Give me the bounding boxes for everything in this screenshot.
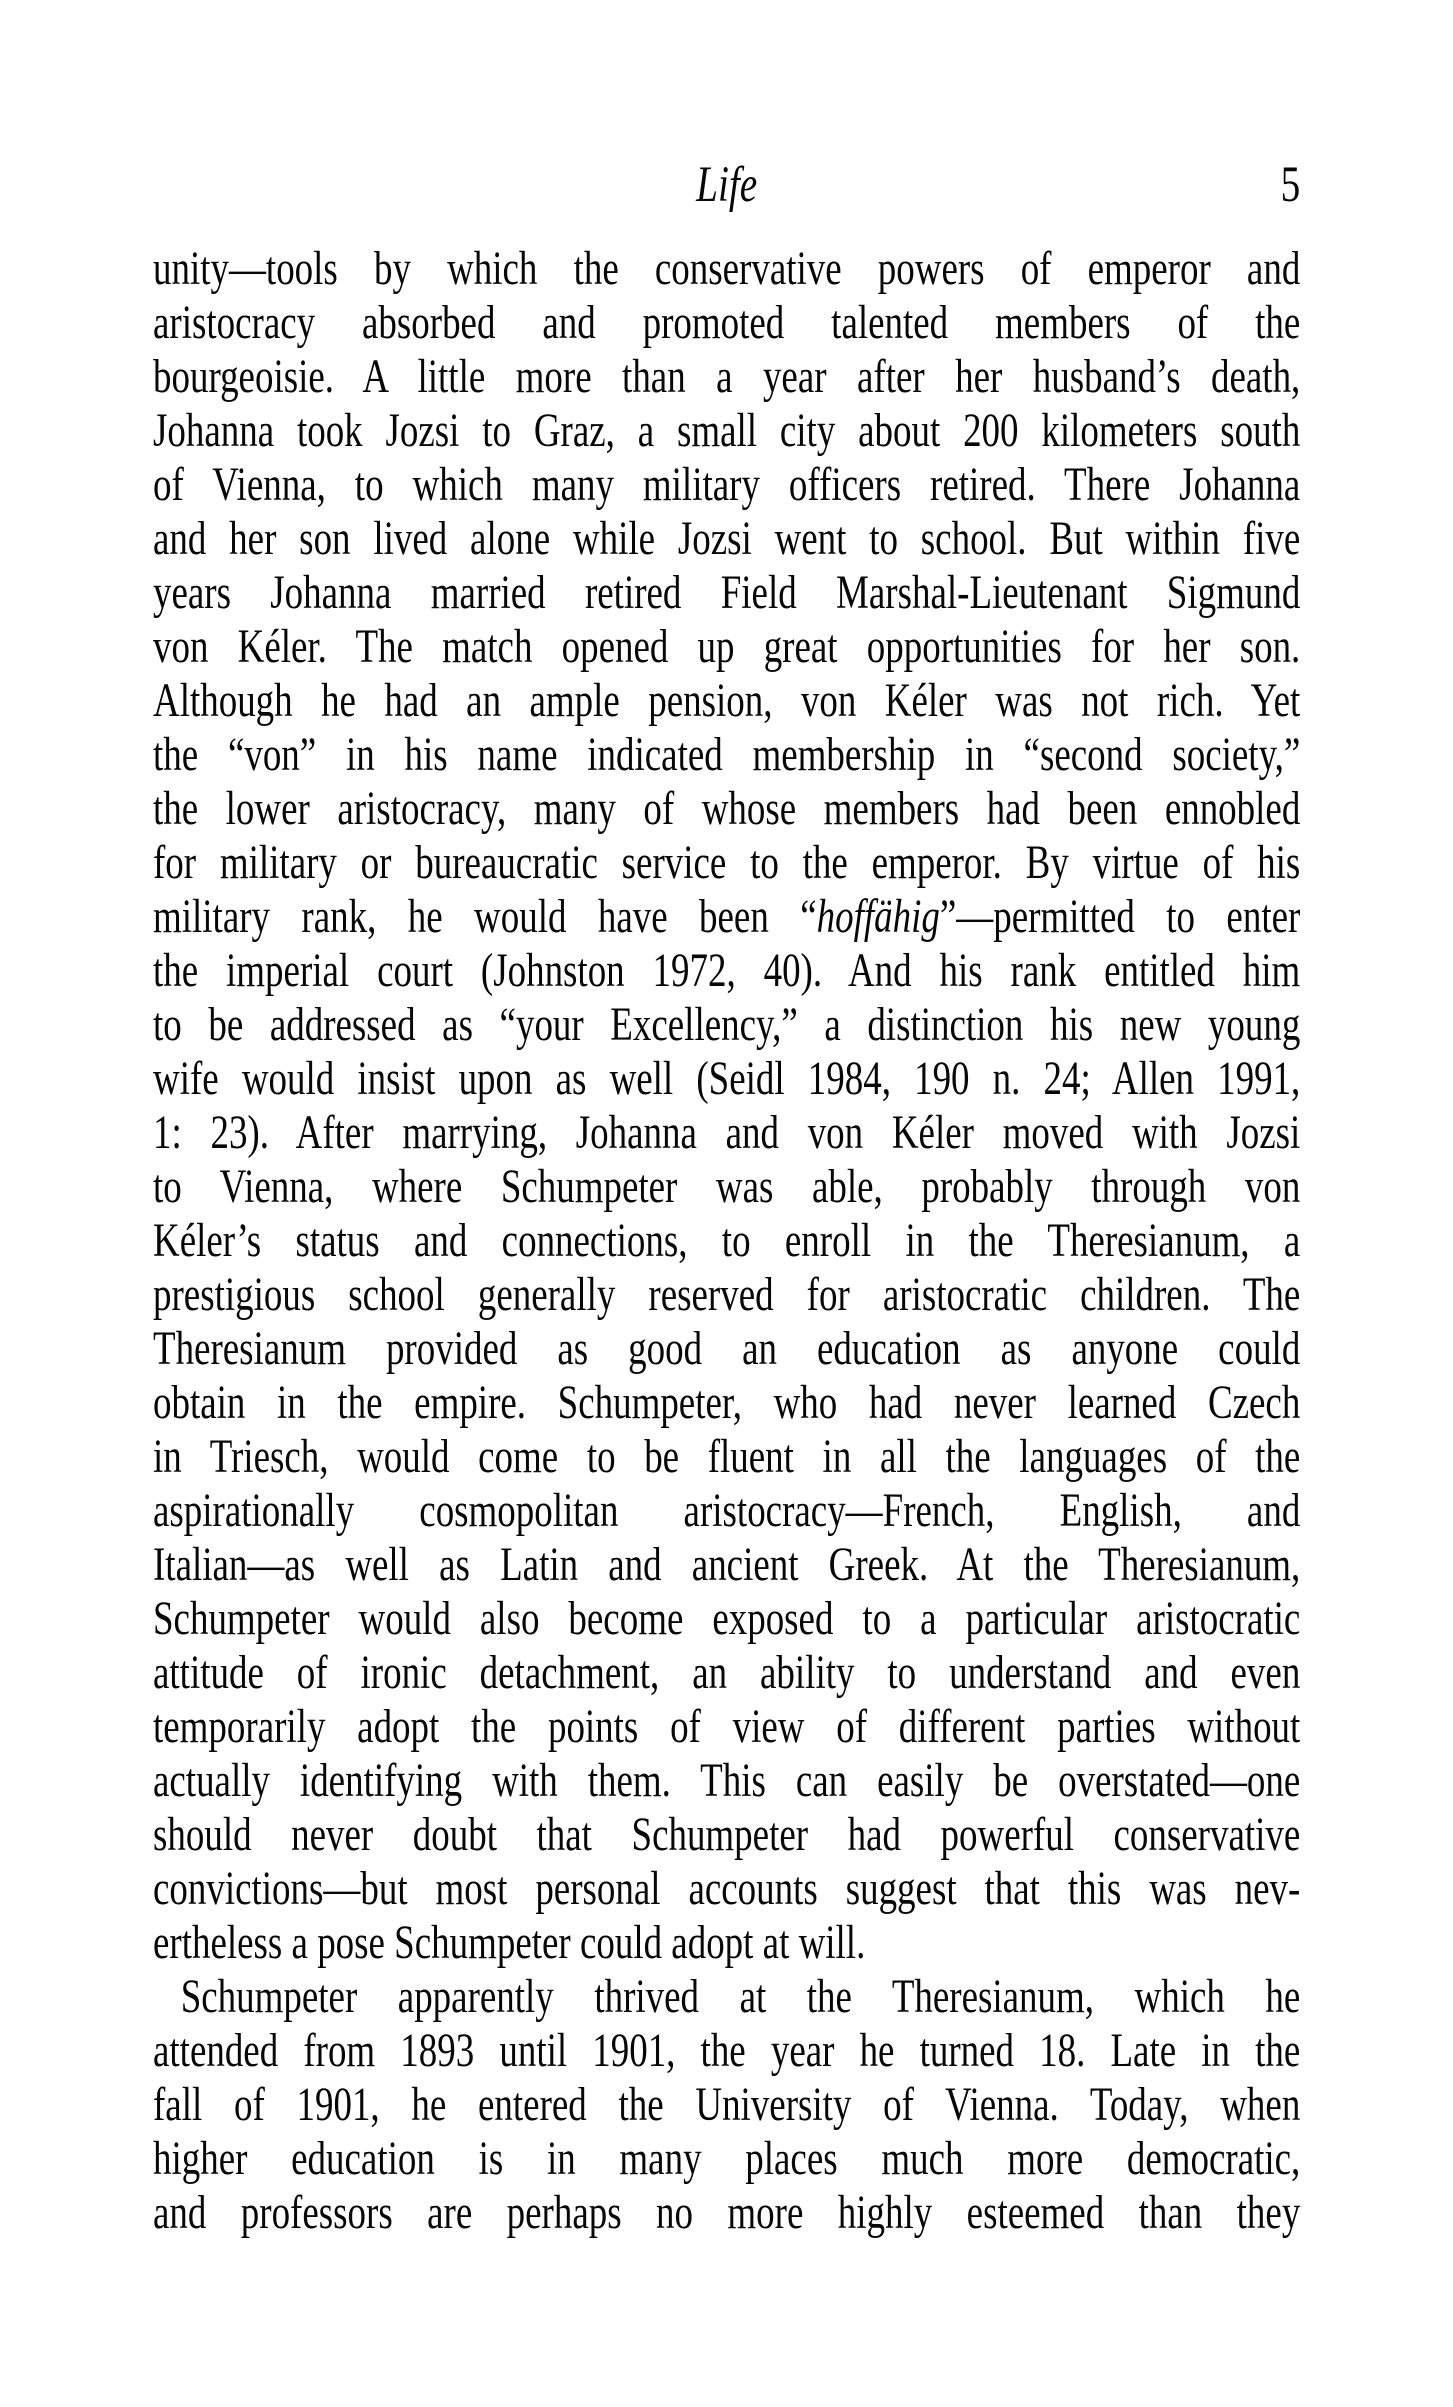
text-line: attitude of ironic detachment, an ability to understand and even	[153, 1646, 1301, 1699]
text-line: years Johanna married retired Field Marshal-Lieutenant Sigmund	[153, 566, 1301, 619]
page-number: 5	[1280, 157, 1301, 213]
text-line: to Vienna, where Schumpeter was able, probably through von	[153, 1160, 1301, 1213]
text-line: military rank, he would have been “hoffähig”—permitted to enter	[153, 890, 1301, 943]
text-line: Schumpeter apparently thrived at the Theresianum, which he	[180, 1970, 1301, 2023]
text-line: should never doubt that Schumpeter had powerful conservative	[153, 1808, 1301, 1861]
text-line: 1: 23). After marrying, Johanna and von Kéler moved with Jozsi	[153, 1106, 1301, 1159]
text-line: aristocracy absorbed and promoted talented members of the	[153, 296, 1301, 349]
text-line: Kéler’s status and connections, to enroll in the Theresianum, a	[153, 1214, 1301, 1267]
text-line: actually identifying with them. This can easily be overstated—one	[153, 1754, 1301, 1807]
text-line: the lower aristocracy, many of whose members had been ennobled	[153, 782, 1301, 835]
text-line: convictions—but most personal accounts suggest that this was nev-	[153, 1862, 1301, 1915]
body-text	[153, 242, 1300, 2240]
text-line: prestigious school generally reserved for aristocratic children. The	[153, 1268, 1301, 1321]
text-line: fall of 1901, he entered the University of Vienna. Today, when	[153, 2078, 1301, 2131]
text-line: von Kéler. The match opened up great opportunities for her son.	[153, 620, 1301, 673]
text-line: attended from 1893 until 1901, the year he turned 18. Late in the	[153, 2024, 1301, 2077]
text-line: to be addressed as “your Excellency,” a distinction his new young	[153, 998, 1301, 1051]
page-content	[153, 158, 1300, 2240]
text-line: the “von” in his name indicated membership in “second society,”	[153, 728, 1301, 781]
text-line: ertheless a pose Schumpeter could adopt at will.	[153, 1916, 866, 1969]
text-line: Italian—as well as Latin and ancient Greek. At the Theresianum,	[153, 1538, 1301, 1591]
text-line: the imperial court (Johnston 1972, 40). And his rank entitled him	[153, 944, 1301, 997]
text-line: Schumpeter would also become exposed to a particular aristocratic	[153, 1592, 1301, 1645]
text-line: unity—tools by which the conservative powers of emperor and	[153, 242, 1301, 295]
text-line: in Triesch, would come to be fluent in all the languages of the	[153, 1430, 1301, 1483]
text-line: bourgeoisie. A little more than a year after her husband’s death,	[153, 350, 1301, 403]
text-line: Johanna took Jozsi to Graz, a small city about 200 kilometers south	[153, 404, 1301, 457]
text-line: temporarily adopt the points of view of different parties without	[153, 1700, 1301, 1753]
text-line: and her son lived alone while Jozsi went to school. But within five	[153, 512, 1301, 565]
text-line: wife would insist upon as well (Seidl 1984, 190 n. 24; Allen 1991,	[153, 1052, 1301, 1105]
text-line: higher education is in many places much more democratic,	[153, 2132, 1301, 2185]
text-line: Although he had an ample pension, von Kéler was not rich. Yet	[153, 674, 1301, 727]
text-line: of Vienna, to which many military officers retired. There Johanna	[153, 458, 1301, 511]
text-line: and professors are perhaps no more highly esteemed than they	[153, 2186, 1301, 2239]
text-line: for military or bureaucratic service to the emperor. By virtue of his	[153, 836, 1301, 889]
text-line: aspirationally cosmopolitan aristocracy—French, English, and	[153, 1484, 1301, 1537]
running-head-title: Life	[696, 157, 758, 213]
text-line: Theresianum provided as good an education as anyone could	[153, 1322, 1301, 1375]
running-head	[153, 158, 1300, 212]
text-line: obtain in the empire. Schumpeter, who had never learned Czech	[153, 1376, 1301, 1429]
